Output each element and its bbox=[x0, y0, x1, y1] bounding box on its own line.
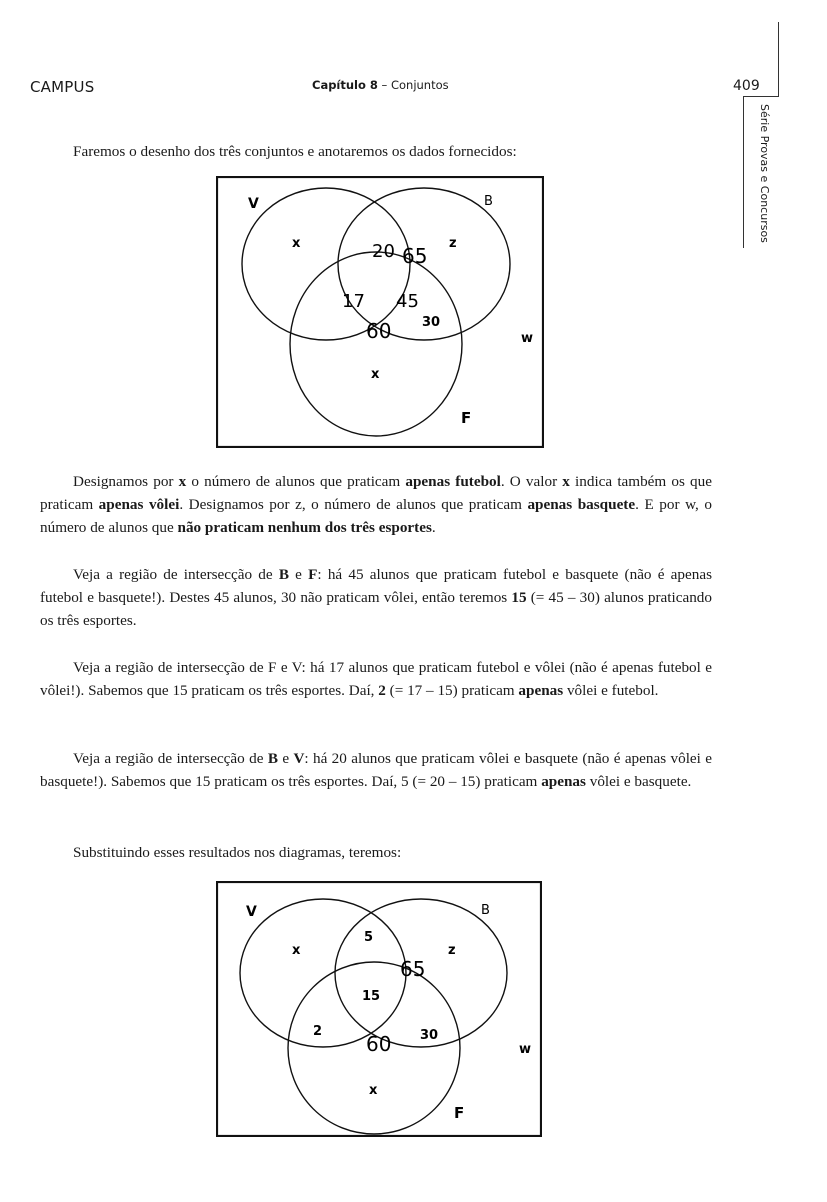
region-F-total: 60 bbox=[366, 319, 392, 343]
text-segment: . bbox=[431, 519, 436, 536]
region-only-V: x bbox=[292, 236, 301, 251]
text-segment: . E por w, o número de alunos que bbox=[40, 496, 712, 536]
label-V: V bbox=[246, 904, 257, 920]
venn-diagram-svg bbox=[216, 176, 544, 448]
text-segment: vôlei e basquete. bbox=[585, 773, 692, 790]
region-only-F: x bbox=[371, 367, 380, 382]
paragraph-F-V-intersection bbox=[40, 656, 712, 702]
region-V-B-F: 15 bbox=[362, 989, 381, 1004]
region-only-V: x bbox=[292, 943, 301, 958]
venn-diagram-solved bbox=[216, 881, 542, 1142]
region-only-B: z bbox=[449, 236, 457, 251]
region-B-F-only: 30 bbox=[420, 1028, 439, 1043]
label-B: B bbox=[484, 194, 493, 209]
tab-border-horizontal bbox=[743, 96, 779, 97]
text-segment: . Designamos por z, o número de alunos que praticam bbox=[179, 496, 528, 513]
text-segment: : há 45 alunos que praticam futebol e basquete (não é apenas futebol e basquete!). Destes 45 alunos, 30 não praticam vôlei, então teremos bbox=[40, 566, 712, 606]
text-segment: não praticam nenhum dos três esportes bbox=[177, 519, 432, 536]
chapter-number: Capítulo 8 bbox=[312, 78, 378, 92]
page-number: 409 bbox=[733, 78, 760, 94]
text-segment: . O valor bbox=[500, 473, 563, 490]
text-segment: 2 bbox=[378, 682, 386, 699]
text-segment: x bbox=[178, 473, 187, 490]
text-segment: : há 20 alunos que praticam vôlei e basquete (não é apenas vôlei e basquete!). Sabemos que 15 praticam os três esportes. Daí, 5 (= 20 – 15) praticam bbox=[40, 750, 712, 790]
tab-border-top bbox=[778, 22, 779, 96]
set-F-circle bbox=[290, 252, 462, 436]
text-segment: B bbox=[267, 750, 278, 767]
label-B: B bbox=[481, 903, 490, 918]
label-F: F bbox=[461, 409, 472, 427]
text-segment: V bbox=[293, 750, 305, 767]
region-V-B: 20 bbox=[372, 241, 395, 262]
region-B-total: 65 bbox=[400, 957, 426, 981]
label-V: V bbox=[248, 196, 259, 212]
text-segment: apenas futebol bbox=[405, 473, 501, 490]
paragraph-B-V-intersection bbox=[40, 747, 712, 793]
venn-diagram-initial bbox=[216, 176, 544, 453]
text-segment: apenas vôlei bbox=[98, 496, 180, 513]
universe-box bbox=[217, 177, 543, 447]
text-segment: vôlei e futebol. bbox=[563, 682, 659, 699]
text-segment: e bbox=[277, 750, 294, 767]
region-only-B: z bbox=[448, 943, 456, 958]
label-w: w bbox=[519, 1042, 532, 1057]
running-header-chapter bbox=[312, 78, 449, 92]
paragraph-definitions bbox=[40, 470, 712, 539]
region-B-total: 65 bbox=[402, 244, 428, 268]
region-B-F: 45 bbox=[396, 291, 419, 312]
chapter-title: – Conjuntos bbox=[377, 78, 449, 92]
region-F-V-only: 2 bbox=[313, 1024, 323, 1039]
label-w: w bbox=[521, 331, 534, 346]
text-segment: apenas bbox=[541, 773, 586, 790]
text-segment: Substituindo esses resultados nos diagramas, teremos: bbox=[73, 844, 402, 861]
label-F: F bbox=[454, 1104, 465, 1122]
text-segment: indica também os que praticam bbox=[40, 473, 712, 513]
text-segment: Veja a região de intersecção de bbox=[73, 566, 279, 583]
region-F-total: 60 bbox=[366, 1032, 392, 1056]
text-segment: o número de alunos que praticam bbox=[186, 473, 406, 490]
set-V-circle bbox=[240, 899, 406, 1047]
text-segment: Veja a região de intersecção de bbox=[73, 750, 268, 767]
text-segment: Designamos por bbox=[73, 473, 179, 490]
text-segment: Veja a região de intersecção de F e V: há 17 alunos que praticam futebol e vôlei (não é apenas futebol e vôlei!). Sabemos que 15 praticam os três esportes. Daí, bbox=[40, 659, 712, 699]
paragraph-B-F-intersection bbox=[40, 563, 712, 632]
text-segment: x bbox=[562, 473, 570, 490]
region-only-F: x bbox=[369, 1083, 378, 1098]
region-B-F-only: 30 bbox=[422, 315, 441, 330]
side-tab-series-title: Série Provas e Concursos bbox=[758, 104, 771, 243]
region-F-V: 17 bbox=[342, 291, 365, 312]
text-segment: F bbox=[308, 566, 318, 583]
text-segment: (= 17 – 15) praticam bbox=[385, 682, 519, 699]
text-segment: apenas bbox=[518, 682, 564, 699]
text-segment: 15 bbox=[511, 589, 527, 606]
set-V-circle bbox=[242, 188, 410, 340]
text-segment: apenas basquete bbox=[527, 496, 636, 513]
running-header-publisher: CAMPUS bbox=[30, 78, 95, 96]
intro-text: Faremos o desenho dos três conjuntos e anotaremos os dados fornecidos: bbox=[73, 143, 517, 160]
paragraph-substitution bbox=[40, 841, 712, 864]
text-segment: B bbox=[278, 566, 289, 583]
text-segment: e bbox=[288, 566, 309, 583]
intro-paragraph bbox=[40, 140, 712, 163]
region-V-B-only: 5 bbox=[364, 930, 374, 945]
text-segment: (= 45 – 30) alunos praticando os três esportes. bbox=[40, 589, 712, 629]
tab-border-vertical bbox=[743, 96, 744, 248]
venn-diagram-svg-solved bbox=[216, 881, 542, 1137]
